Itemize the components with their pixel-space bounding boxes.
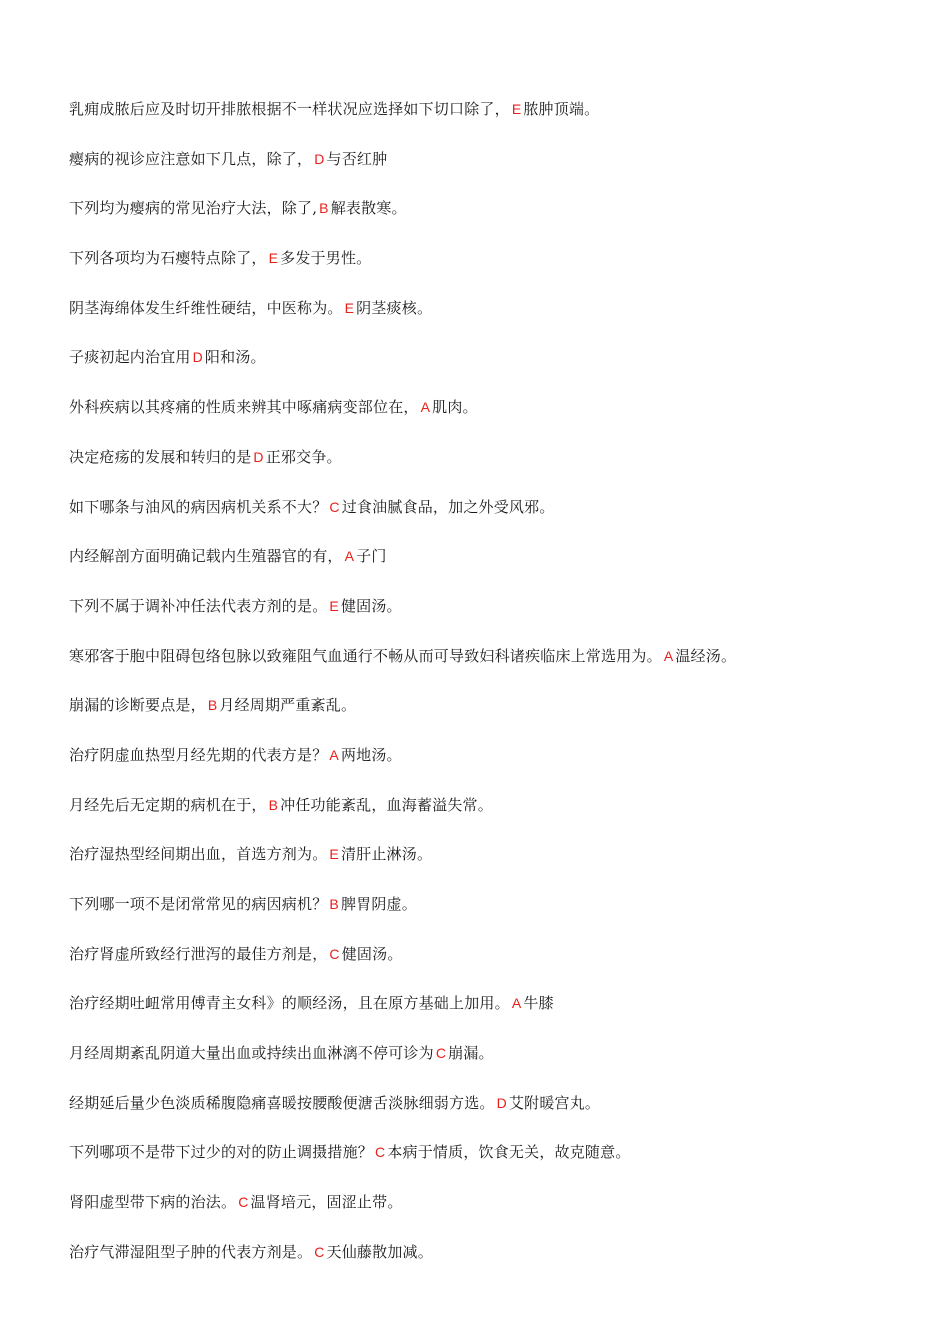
answer-letter: A — [344, 548, 355, 565]
question-text: 下列哪一项不是闭常常见的病因病机？ — [69, 895, 328, 913]
question-text: 乳痈成脓后应及时切开排脓根据不一样状况应选择如下切口除了， — [69, 100, 510, 118]
question-text: 治疗气滞湿阻型子肿的代表方剂是。 — [69, 1242, 313, 1261]
answer-text: 本病于情质，饮食无关，故克随意。 — [387, 1143, 631, 1162]
answer-letter: B — [207, 697, 218, 714]
answer-text: 阴茎痰核。 — [356, 298, 433, 317]
answer-text: 健固汤。 — [340, 596, 402, 615]
question-text: 治疗阴虚血热型月经先期的代表方是？ — [69, 745, 328, 764]
answer-letter: D — [192, 349, 203, 366]
answer-text: 脓肿顶端。 — [523, 100, 600, 118]
answer-text: 两地汤。 — [340, 745, 402, 764]
question-line — [69, 1239, 929, 1289]
answer-letter: E — [329, 846, 339, 863]
answer-text: 健固汤。 — [341, 944, 403, 963]
answer-text: 天仙藤散加减。 — [326, 1242, 433, 1261]
answer-letter: E — [329, 597, 339, 614]
question-line — [69, 344, 929, 394]
question-line — [69, 394, 929, 444]
question-line — [69, 841, 929, 891]
answer-text: 温肾培元，固涩止带。 — [250, 1193, 403, 1212]
answer-text: 清肝止淋汤。 — [340, 845, 433, 864]
question-text: 经期延后量少色淡质稀腹隐痛喜暖按腰酸便溏舌淡脉细弱方选。 — [69, 1093, 495, 1112]
question-line — [69, 195, 929, 245]
answer-letter: D — [253, 448, 264, 465]
question-text: 瘿病的视诊应注意如下几点，除了， — [69, 149, 313, 168]
question-line — [69, 1139, 929, 1189]
answer-letter: C — [329, 498, 340, 515]
answer-text: 子门 — [356, 547, 387, 566]
answer-letter: C — [375, 1144, 386, 1161]
question-line — [69, 146, 929, 196]
answer-letter: C — [435, 1045, 447, 1062]
question-line — [69, 941, 929, 991]
question-text: 决定疮疡的发展和转归的是 — [69, 447, 252, 466]
answer-letter: B — [319, 200, 329, 217]
question-text: 下列不属于调补冲任法代表方剂的是。 — [69, 596, 328, 615]
answer-letter: A — [511, 995, 522, 1012]
question-line — [69, 96, 929, 146]
answer-text: 解表散寒。 — [330, 199, 407, 218]
answer-letter: A — [663, 647, 674, 664]
question-text: 子痰初起内治宜用 — [69, 348, 191, 367]
answer-text: 艾附暖宫丸。 — [508, 1093, 601, 1112]
answer-letter: D — [496, 1094, 507, 1111]
answer-letter: C — [238, 1194, 249, 1211]
question-line — [69, 742, 929, 792]
question-text: 阴茎海绵体发生纤维性硬结，中医称为。 — [69, 298, 343, 317]
question-text: 月经周期紊乱阴道大量出血或持续出血淋漓不停可诊为 — [69, 1044, 434, 1063]
answer-letter: A — [420, 399, 431, 416]
question-line — [69, 891, 929, 941]
answer-letter: E — [268, 250, 279, 267]
question-line — [69, 543, 929, 593]
question-line — [69, 295, 929, 345]
question-text: 下列均为瘿病的常见治疗大法，除了, — [69, 199, 318, 218]
question-text: 外科疾病以其疼痛的性质来辨其中啄痛病变部位在， — [69, 398, 419, 417]
answer-letter: E — [511, 101, 522, 117]
answer-text: 与否红肿 — [326, 149, 388, 168]
answer-text: 脾胃阴虚。 — [340, 895, 417, 913]
question-line — [69, 692, 929, 742]
question-line — [69, 643, 929, 693]
question-text: 崩漏的诊断要点是， — [69, 696, 206, 715]
question-line — [69, 444, 929, 494]
question-text: 治疗肾虚所致经行泄泻的最佳方剂是， — [69, 944, 328, 963]
answer-letter: A — [329, 746, 339, 763]
answer-text: 肌肉。 — [432, 398, 478, 417]
answer-text: 牛膝 — [523, 994, 554, 1013]
answer-text: 温经汤。 — [675, 646, 737, 665]
question-line — [69, 494, 929, 544]
question-text: 如下哪条与油风的病因病机关系不大？ — [69, 497, 328, 516]
answer-letter: C — [314, 1243, 325, 1260]
question-line — [69, 1040, 929, 1090]
answer-text: 月经周期严重紊乱。 — [219, 696, 357, 715]
answer-text: 多发于男性。 — [280, 249, 372, 268]
question-text: 下列哪项不是带下过少的对的防止调摄措施？ — [69, 1143, 374, 1162]
question-line — [69, 245, 929, 295]
answer-letter: E — [344, 299, 355, 316]
answer-letter: D — [314, 150, 325, 167]
question-text: 肾阳虚型带下病的治法。 — [69, 1193, 237, 1212]
answer-text: 过食油腻食品，加之外受风邪。 — [341, 497, 555, 516]
question-line — [69, 1189, 929, 1239]
answer-letter: B — [268, 796, 279, 813]
question-text: 下列各项均为石瘿特点除了， — [69, 249, 267, 268]
answer-letter: B — [329, 896, 339, 912]
answer-text: 冲任功能紊乱，血海蓄溢失常。 — [280, 795, 493, 814]
question-text: 治疗湿热型经间期出血，首选方剂为。 — [69, 845, 328, 864]
question-line — [69, 1090, 929, 1140]
answer-text: 崩漏。 — [448, 1044, 494, 1063]
question-line — [69, 792, 929, 842]
question-answer-list — [69, 96, 929, 1289]
question-text: 寒邪客于胞中阻碍包络包脉以致雍阻气血通行不畅从而可导致妇科诸疾临床上常选用为。 — [69, 646, 662, 665]
answer-text: 阳和汤。 — [204, 348, 266, 367]
question-line — [69, 990, 929, 1040]
question-text: 月经先后无定期的病机在于， — [69, 795, 267, 814]
answer-letter: C — [329, 945, 340, 962]
question-text: 治疗经期吐衄常用傅青主女科》的顺经汤，且在原方基础上加用。 — [69, 994, 510, 1013]
question-line — [69, 593, 929, 643]
answer-text: 正邪交争。 — [265, 447, 342, 466]
question-text: 内经解剖方面明确记载内生殖器官的有， — [69, 547, 343, 566]
